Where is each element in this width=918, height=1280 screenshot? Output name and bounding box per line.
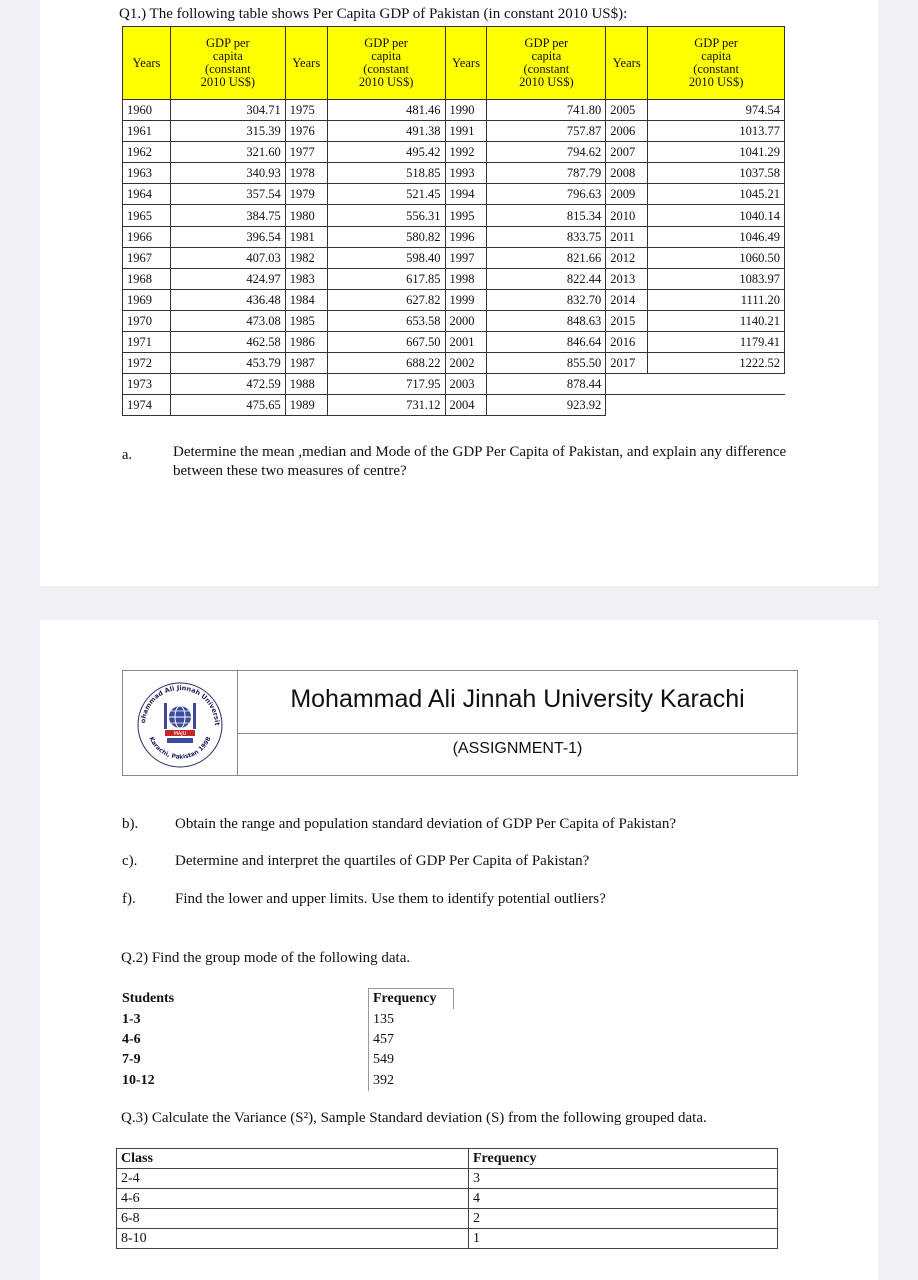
header-gdp: GDP per capita (constant 2010 US$)	[327, 27, 445, 100]
year-cell: 1980	[285, 205, 327, 226]
year-cell: 1986	[285, 332, 327, 353]
year-cell: 1996	[445, 226, 487, 247]
gdp-value-cell: 1045.21	[648, 184, 785, 205]
question-text: Obtain the range and population standard deviation of GDP Per Capita of Pakistan?	[175, 816, 676, 832]
year-cell: 1962	[123, 142, 171, 163]
gdp-table-header	[123, 27, 785, 100]
table-row	[123, 247, 785, 268]
year-cell: 1973	[123, 374, 171, 395]
year-cell: 2004	[445, 395, 487, 416]
question-text: Find the lower and upper limits. Use them to identify potential outliers?	[175, 891, 606, 907]
header-years: Years	[285, 27, 327, 100]
gdp-value-cell: 436.48	[170, 289, 285, 310]
gdp-value-cell: 472.59	[170, 374, 285, 395]
year-cell: 2017	[606, 353, 648, 374]
header-gdp: GDP per capita (constant 2010 US$)	[170, 27, 285, 100]
gdp-value-cell: 1046.49	[648, 226, 785, 247]
year-cell: 1989	[285, 395, 327, 416]
year-cell: 1967	[123, 247, 171, 268]
grouped-data-table	[116, 1148, 778, 1249]
question-3-title: Q.3) Calculate the Variance (S²), Sample Standard deviation (S) from the following grouped data.	[121, 1110, 707, 1126]
document-page-2	[40, 620, 878, 1280]
year-cell: 2014	[606, 289, 648, 310]
gdp-value-cell: 1060.50	[648, 247, 785, 268]
year-cell: 1974	[123, 395, 171, 416]
year-cell: 2006	[606, 121, 648, 142]
year-cell: 1983	[285, 268, 327, 289]
table-row: 7-9 549	[122, 1050, 454, 1070]
university-name: Mohammad Ali Jinnah University Karachi	[238, 671, 797, 734]
gdp-value-cell: 688.22	[327, 353, 445, 374]
year-cell: 1987	[285, 353, 327, 374]
gdp-value-cell: 923.92	[487, 395, 606, 416]
year-cell: 2012	[606, 247, 648, 268]
gdp-value-cell: 491.38	[327, 121, 445, 142]
table-row	[123, 374, 785, 395]
gdp-value-cell: 848.63	[487, 310, 606, 331]
year-cell: 1998	[445, 268, 487, 289]
year-cell: 1994	[445, 184, 487, 205]
question-label: f).	[122, 891, 136, 907]
gdp-value-cell: 822.44	[487, 268, 606, 289]
year-cell: 1965	[123, 205, 171, 226]
gdp-value-cell: 384.75	[170, 205, 285, 226]
assignment-title: (ASSIGNMENT-1)	[452, 740, 583, 757]
gdp-value-cell: 617.85	[327, 268, 445, 289]
table-row	[123, 268, 785, 289]
column-header: Class	[117, 1149, 469, 1169]
year-cell: 1960	[123, 100, 171, 121]
gdp-value-cell: 1140.21	[648, 310, 785, 331]
table-row: 8-10 1	[117, 1229, 778, 1249]
gdp-value-cell: 794.62	[487, 142, 606, 163]
year-cell: 1972	[123, 353, 171, 374]
gdp-value-cell: 1037.58	[648, 163, 785, 184]
gdp-value-cell: 518.85	[327, 163, 445, 184]
table-row	[123, 353, 785, 374]
year-cell: 2010	[606, 205, 648, 226]
question-label: b).	[122, 816, 139, 832]
university-header	[122, 670, 798, 776]
gdp-value-cell: 627.82	[327, 289, 445, 310]
year-cell: 1971	[123, 332, 171, 353]
gdp-value-cell: 357.54	[170, 184, 285, 205]
table-row: 4-6 4	[117, 1189, 778, 1209]
gdp-value-cell: 1083.97	[648, 268, 785, 289]
table-row	[123, 332, 785, 353]
gdp-value-cell: 453.79	[170, 353, 285, 374]
gdp-value-cell: 340.93	[170, 163, 285, 184]
year-cell: 1966	[123, 226, 171, 247]
year-cell: 1984	[285, 289, 327, 310]
table-row: 4-6 457	[122, 1030, 454, 1050]
gdp-value-cell: 731.12	[327, 395, 445, 416]
year-cell: 1963	[123, 163, 171, 184]
gdp-value-cell: 878.44	[487, 374, 606, 395]
table-row	[123, 395, 785, 416]
university-logo	[123, 671, 238, 775]
year-cell: 1979	[285, 184, 327, 205]
gdp-value-cell: 796.63	[487, 184, 606, 205]
column-header: Frequency	[369, 989, 454, 1010]
gdp-value-cell: 521.45	[327, 184, 445, 205]
year-cell: 2011	[606, 226, 648, 247]
year-cell: 1964	[123, 184, 171, 205]
gdp-value-cell: 821.66	[487, 247, 606, 268]
year-cell: 2016	[606, 332, 648, 353]
year-cell: 1961	[123, 121, 171, 142]
gdp-value-cell: 407.03	[170, 247, 285, 268]
gdp-value-cell: 1040.14	[648, 205, 785, 226]
year-cell: 2013	[606, 268, 648, 289]
gdp-value-cell: 653.58	[327, 310, 445, 331]
year-cell: 1997	[445, 247, 487, 268]
year-cell: 1995	[445, 205, 487, 226]
year-cell: 1993	[445, 163, 487, 184]
gdp-value-cell: 855.50	[487, 353, 606, 374]
year-cell: 1975	[285, 100, 327, 121]
header-years: Years	[123, 27, 171, 100]
year-cell: 1992	[445, 142, 487, 163]
question-1-title: Q1.) The following table shows Per Capita GDP of Pakistan (in constant 2010 US$):	[119, 6, 628, 22]
table-row: 1-3 135	[122, 1009, 454, 1029]
part-a-label: a.	[122, 447, 133, 463]
year-cell: 1999	[445, 289, 487, 310]
year-cell: 1981	[285, 226, 327, 247]
year-cell: 1968	[123, 268, 171, 289]
year-cell: 2007	[606, 142, 648, 163]
year-cell: 1991	[445, 121, 487, 142]
table-row	[123, 184, 785, 205]
svg-text:Mohammad Ali Jinnah University: ohammad Ali Jinnah Universit	[139, 683, 222, 726]
year-cell: 1976	[285, 121, 327, 142]
year-cell: 2009	[606, 184, 648, 205]
year-cell: 2005	[606, 100, 648, 121]
header-gdp: GDP per capita (constant 2010 US$)	[648, 27, 785, 100]
gdp-value-cell: 315.39	[170, 121, 285, 142]
gdp-value-cell: 481.46	[327, 100, 445, 121]
table-row	[123, 121, 785, 142]
university-seal-icon	[123, 671, 237, 775]
gdp-value-cell: 1111.20	[648, 289, 785, 310]
gdp-value-cell: 321.60	[170, 142, 285, 163]
empty-cell	[606, 395, 648, 416]
column-header: Frequency	[469, 1149, 778, 1169]
table-row	[123, 226, 785, 247]
gdp-value-cell: 833.75	[487, 226, 606, 247]
gdp-value-cell: 757.87	[487, 121, 606, 142]
year-cell: 2008	[606, 163, 648, 184]
gdp-value-cell: 473.08	[170, 310, 285, 331]
year-cell: 2015	[606, 310, 648, 331]
gdp-value-cell: 815.34	[487, 205, 606, 226]
gdp-value-cell: 304.71	[170, 100, 285, 121]
table-row	[123, 310, 785, 331]
column-header: Students	[122, 990, 175, 1006]
year-cell: 2003	[445, 374, 487, 395]
gdp-value-cell: 1013.77	[648, 121, 785, 142]
table-row	[123, 163, 785, 184]
table-row	[123, 100, 785, 121]
gdp-value-cell: 598.40	[327, 247, 445, 268]
question-text: Determine and interpret the quartiles of GDP Per Capita of Pakistan?	[175, 853, 590, 869]
gdp-value-cell: 974.54	[648, 100, 785, 121]
gdp-value-cell: 741.80	[487, 100, 606, 121]
question-label: c).	[122, 853, 138, 869]
gdp-value-cell: 396.54	[170, 226, 285, 247]
gdp-value-cell: 475.65	[170, 395, 285, 416]
gdp-value-cell: 846.64	[487, 332, 606, 353]
gdp-value-cell: 556.31	[327, 205, 445, 226]
table-row	[123, 289, 785, 310]
empty-cell	[648, 395, 785, 416]
table-row	[123, 142, 785, 163]
part-a-text: Determine the mean ,median and Mode of the GDP Per Capita of Pakistan, and explain any difference between these two measures of centre?	[173, 444, 787, 479]
gdp-value-cell: 1222.52	[648, 353, 785, 374]
gdp-value-cell: 1179.41	[648, 332, 785, 353]
document-page-1	[40, 0, 878, 586]
gdp-value-cell: 424.97	[170, 268, 285, 289]
gdp-value-cell: 462.58	[170, 332, 285, 353]
gdp-value-cell: 1041.29	[648, 142, 785, 163]
group-mode-table	[122, 988, 454, 1091]
header-years: Years	[606, 27, 648, 100]
empty-cell	[648, 374, 785, 395]
table-row: 10-12 392	[122, 1071, 454, 1091]
gdp-value-cell: 787.79	[487, 163, 606, 184]
gdp-value-cell: 580.82	[327, 226, 445, 247]
svg-text:Karachi, Pakistan 1998: Karachi, Pakistan 1998	[147, 735, 213, 761]
table-row: 2-4 3	[117, 1169, 778, 1189]
year-cell: 1985	[285, 310, 327, 331]
table-header-row	[122, 989, 454, 1010]
year-cell: 2002	[445, 353, 487, 374]
year-cell: 1978	[285, 163, 327, 184]
gdp-value-cell: 832.70	[487, 289, 606, 310]
year-cell: 1988	[285, 374, 327, 395]
question-2-title: Q.2) Find the group mode of the following data.	[121, 950, 411, 966]
header-years: Years	[445, 27, 487, 100]
gdp-value-cell: 495.42	[327, 142, 445, 163]
empty-cell	[606, 374, 648, 395]
table-row: 6-8 2	[117, 1209, 778, 1229]
year-cell: 1977	[285, 142, 327, 163]
table-header-row	[117, 1149, 778, 1169]
header-gdp: GDP per capita (constant 2010 US$)	[487, 27, 606, 100]
gdp-value-cell: 667.50	[327, 332, 445, 353]
year-cell: 1982	[285, 247, 327, 268]
svg-text:MAJU: MAJU	[173, 731, 187, 737]
year-cell: 2001	[445, 332, 487, 353]
year-cell: 1990	[445, 100, 487, 121]
year-cell: 2000	[445, 310, 487, 331]
gdp-value-cell: 717.95	[327, 374, 445, 395]
gdp-table	[122, 26, 785, 416]
year-cell: 1970	[123, 310, 171, 331]
year-cell: 1969	[123, 289, 171, 310]
table-row	[123, 205, 785, 226]
